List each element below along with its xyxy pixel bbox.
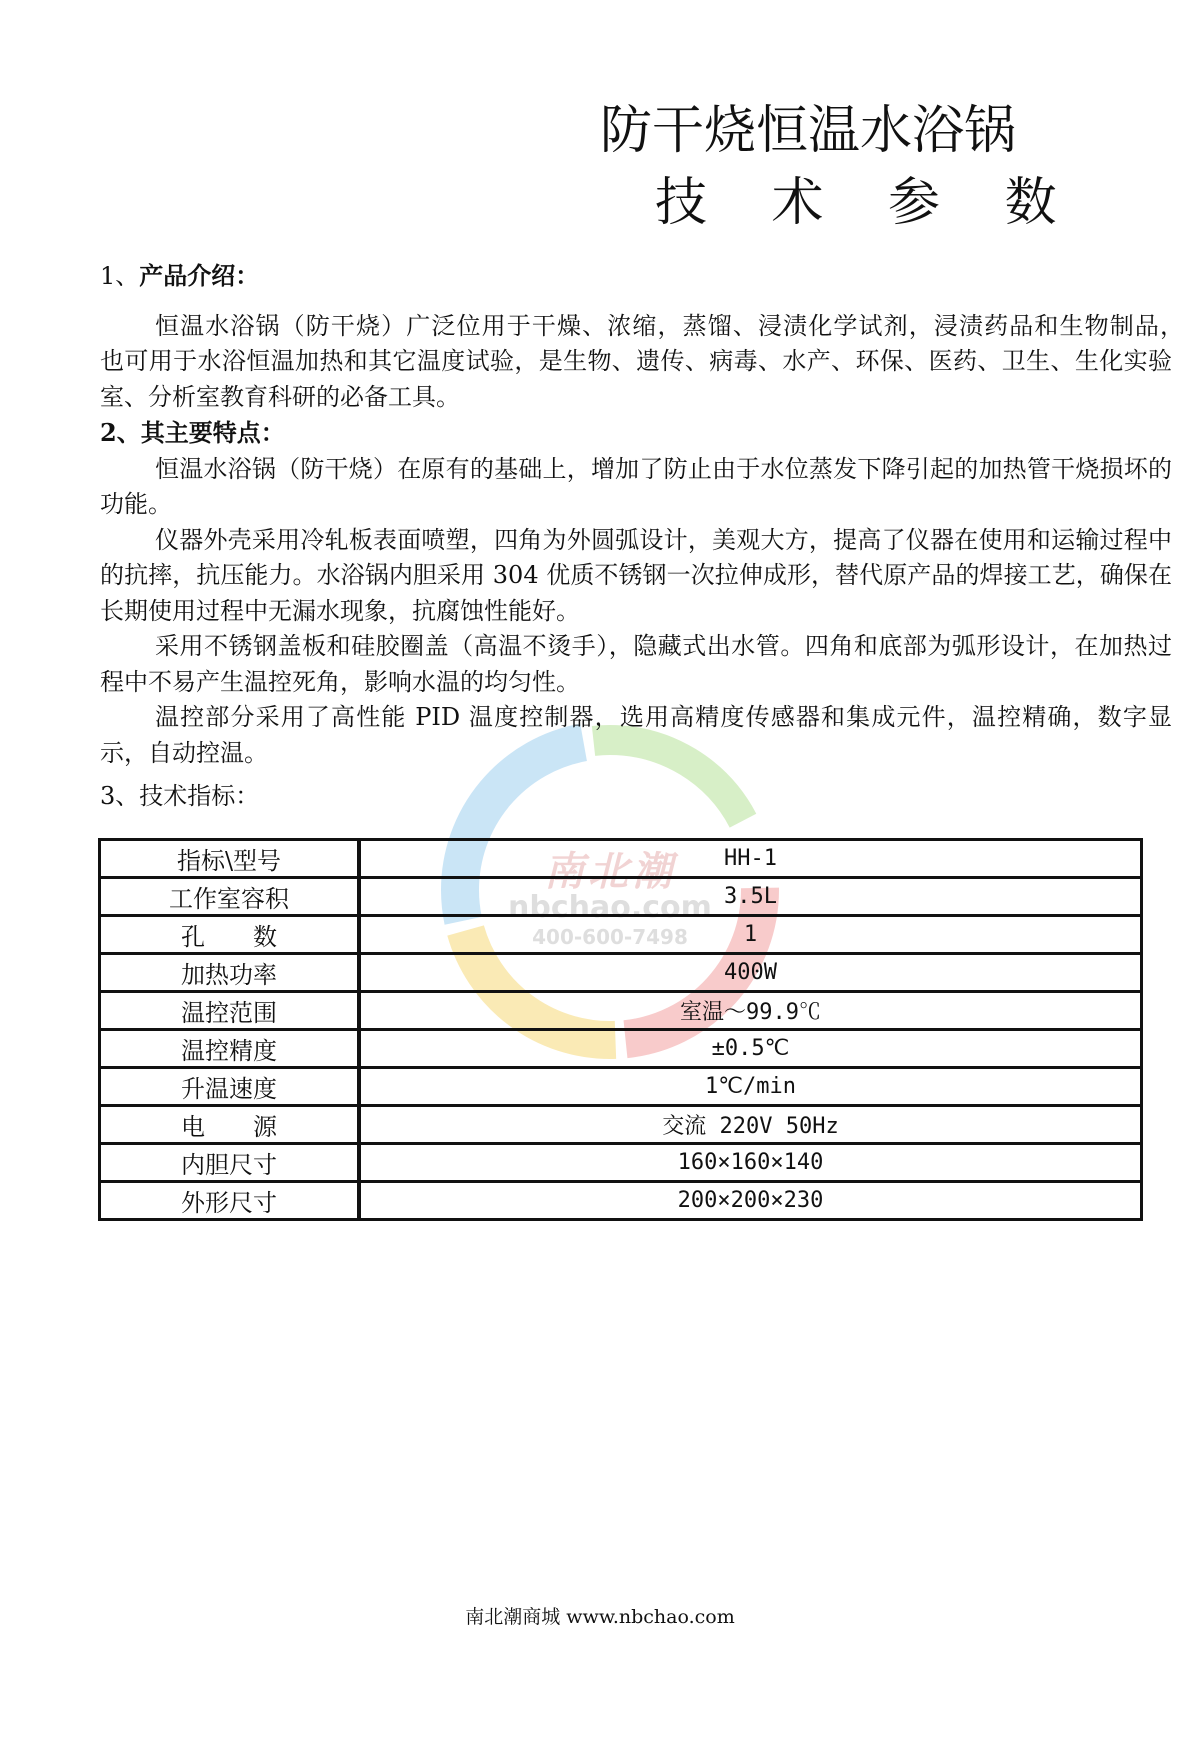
intro-paragraph: 恒温水浴锅（防干烧）广泛位用于干燥、浓缩，蒸馏、浸渍化学试剂，浸渍药品和生物制品， 也可用于水浴恒温加热和其它温度试验，是生物、遗传、病毒、水产、环保、医药、卫生、生化实验室、分析室教育科研的必备工具。 [100, 311, 1196, 411]
spec-value: HH-1 [359, 840, 1142, 878]
spec-label: 工作室容积 [100, 878, 360, 916]
table-row [100, 1182, 1142, 1220]
watermark-domain: nbchao.com [508, 890, 712, 925]
section-intro-number: 1、 [100, 262, 140, 290]
spec-value: 1 [359, 916, 1142, 954]
spec-value: 室温～99.9℃ [359, 992, 1142, 1030]
spec-table [98, 838, 1143, 1221]
features-paragraph-1: 恒温水浴锅（防干烧）在原有的基础上，增加了防止由于水位蒸发下降引起的加热管干烧损坏的功能。 [100, 454, 1172, 518]
table-row [100, 992, 1142, 1030]
section-intro-title: 产品介绍： [139, 261, 260, 290]
page-footer: 南北潮商城 www.nbchao.com [465, 1606, 735, 1628]
spec-value: 400W [359, 954, 1142, 992]
spec-label: 指标\型号 [100, 840, 360, 878]
spec-value: ±0.5℃ [359, 1030, 1142, 1068]
spec-value: 160×160×140 [359, 1144, 1142, 1182]
spec-label: 温控范围 [100, 992, 360, 1030]
table-row [100, 878, 1142, 916]
spec-value: 3.5L [359, 878, 1142, 916]
spec-label: 升温速度 [100, 1068, 360, 1106]
features-paragraph-3: 采用不锈钢盖板和硅胶圈盖（高温不烫手），隐藏式出水管。四角和底部为弧形设计，在加热过程中不易产生温控死角，影响水温的均匀性。 [100, 632, 1172, 696]
table-row [100, 1030, 1142, 1068]
features-paragraph-4: 温控部分采用了高性能 PID 温度控制器，选用高精度传感器和集成元件，温控精确，数字显示，自动控温。 [100, 703, 1172, 767]
features-paragraph-2: 仪器外壳采用冷轧板表面喷塑，四角为外圆弧设计，美观大方，提高了仪器在使用和运输过程中的抗摔，抗压能力。水浴锅内胆采用 304 优质不锈钢一次拉伸成形，替代原产品的焊接工艺，确保在长期使用过程中无漏水现象，抗腐蚀性能好。 [100, 525, 1172, 625]
table-row [100, 840, 1142, 878]
section-features-heading [100, 415, 1172, 452]
spec-label: 电 源 [100, 1106, 360, 1144]
table-row [100, 1106, 1142, 1144]
spec-value: 1℃/min [359, 1068, 1142, 1106]
watermark-phone: 400-600-7498 [532, 925, 688, 949]
spec-label: 外形尺寸 [100, 1182, 360, 1220]
spec-label: 加热功率 [100, 954, 360, 992]
table-row [100, 1144, 1142, 1182]
spec-label: 孔 数 [100, 916, 360, 954]
section-intro-heading [100, 258, 1172, 295]
section-specs-heading [100, 779, 1172, 815]
table-row [100, 916, 1142, 954]
spec-value: 200×200×230 [359, 1182, 1142, 1220]
spec-value: 交流 220V 50Hz [359, 1106, 1142, 1144]
spec-label: 温控精度 [100, 1030, 360, 1068]
page-title: 防干烧恒温水浴锅 [600, 101, 1017, 161]
spec-label: 内胆尺寸 [100, 1144, 360, 1182]
table-row [100, 1068, 1142, 1106]
watermark-chinese: 南北潮 [544, 849, 676, 895]
table-row [100, 954, 1142, 992]
document-body [100, 258, 1196, 815]
page-subtitle: 技 术 参 数 [655, 173, 1081, 233]
section-specs-title: 3、技术指标： [100, 782, 260, 810]
section-features-title: 2、其主要特点： [100, 418, 285, 447]
